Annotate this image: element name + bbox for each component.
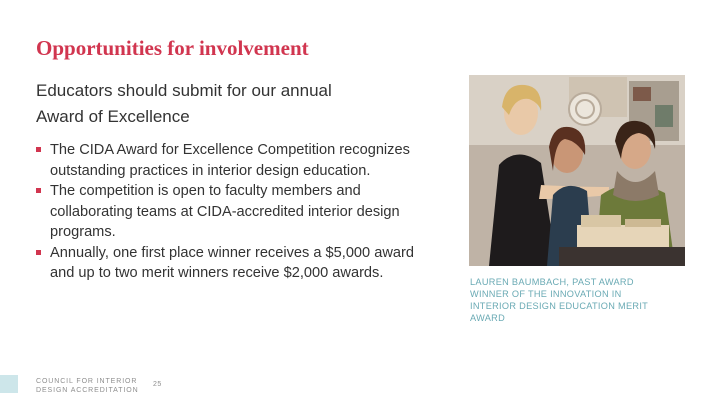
- photo-spiral-model: [569, 93, 601, 125]
- bullet-square-icon: [36, 147, 41, 152]
- bullet-item: [36, 243, 416, 284]
- footer-accent-square: [0, 375, 18, 393]
- bullet-text: The competition is open to faculty members and collaborating teams at CIDA-accredited interior design programs.: [50, 183, 400, 240]
- photo-model-block: [625, 219, 661, 227]
- photo-model-block: [581, 215, 621, 227]
- bullet-list: [36, 140, 416, 284]
- slide-title: Opportunities for involvement: [36, 36, 309, 60]
- bullet-text: The CIDA Award for Excellence Competition recognizes outstanding practices in interior design education.: [50, 142, 410, 179]
- photo-pinned-sheet: [633, 87, 651, 101]
- slide-subtitle: Educators should submit for our annual Award of Excellence: [36, 81, 332, 126]
- award-winner-photo: [469, 75, 685, 266]
- page-number: 25: [153, 381, 162, 388]
- bullet-item: [36, 181, 416, 243]
- photo-architectural-model: [577, 225, 669, 247]
- bullet-text: Annually, one first place winner receives a $5,000 award and up to two merit winners receive $2,000 awards.: [50, 244, 414, 281]
- bullet-square-icon: [36, 188, 41, 193]
- photo-caption: LAUREN BAUMBACH, PAST AWARD WINNER OF THE INNOVATION IN INTERIOR DESIGN EDUCATION MERIT AWARD: [470, 277, 648, 323]
- photo-pinned-sheet: [655, 105, 673, 127]
- footer-organization: COUNCIL FOR INTERIOR DESIGN ACCREDITATION: [36, 378, 139, 394]
- bullet-item: [36, 140, 416, 181]
- bullet-square-icon: [36, 250, 41, 255]
- photo-table: [559, 247, 685, 266]
